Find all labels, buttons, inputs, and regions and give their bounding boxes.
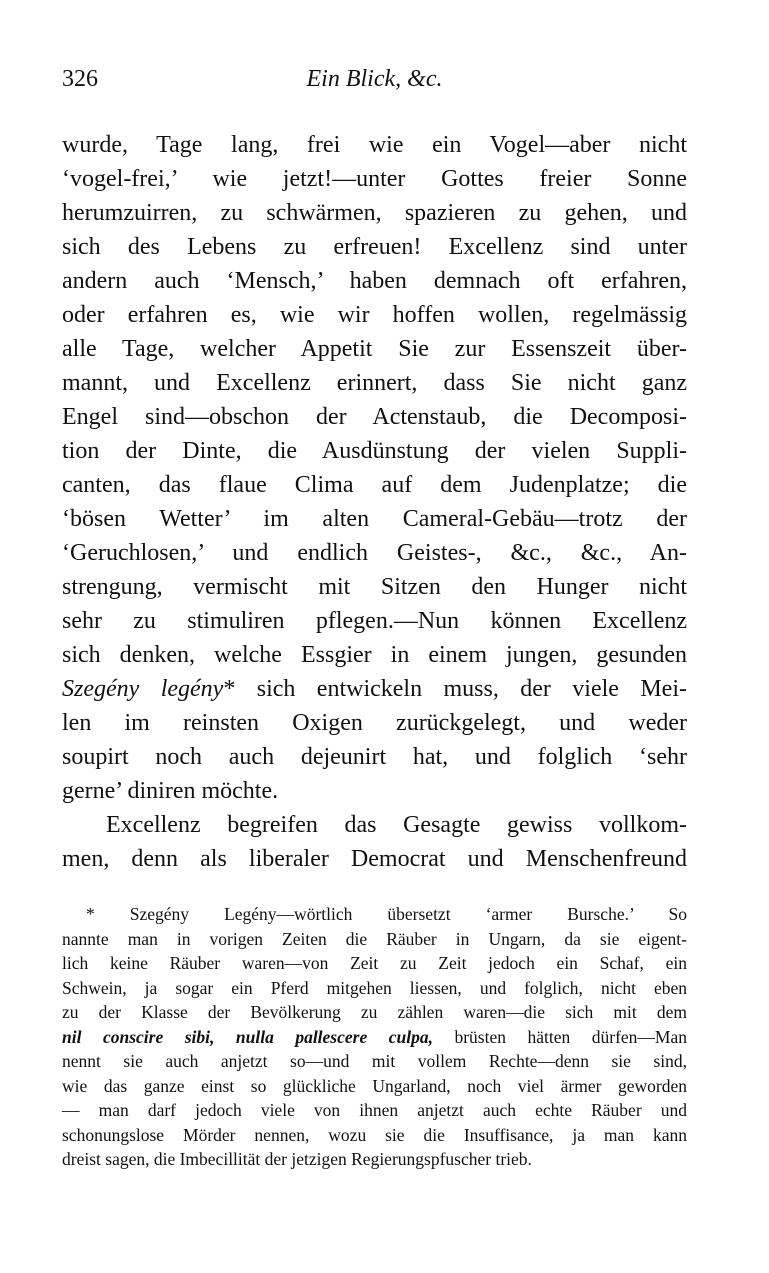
text-line: sich denken, welche Essgier in einem jungen, gesunden: [62, 642, 687, 668]
text-line: herumzuirren, zu schwärmen, spazieren zu gehen, und: [62, 200, 687, 226]
text-line: wurde, Tage lang, frei wie ein Vogel—aber nicht: [62, 132, 687, 158]
text-line: tion der Dinte, die Ausdünstung der vielen Suppli-: [62, 438, 687, 464]
text-line: Engel sind—obschon der Actenstaub, die Decomposi-: [62, 404, 687, 430]
text-line: soupirt noch auch dejeunirt hat, und folglich ‘sehr: [62, 744, 687, 770]
text-line: sich des Lebens zu erfreuen! Excellenz sind unter: [62, 234, 687, 260]
paragraph-first-line: Excellenz begreifen das Gesagte gewiss vollkom-: [106, 812, 687, 838]
text-line: ‘Geruchlosen,’ und endlich Geistes-, &c., &c., An-: [62, 540, 687, 566]
footnote-line: nannte man in vorigen Zeiten die Räuber in Ungarn, da sie eigent-: [62, 928, 687, 949]
page-number: 326: [62, 66, 98, 92]
page-header: [62, 66, 687, 102]
text-line: len im reinsten Oxigen zurückgelegt, und weder: [62, 710, 687, 736]
latin-quote: nil conscire sibi, nulla pallescere culpa,: [62, 1026, 433, 1047]
line-rest: brüsten hätten dürfen—Man: [432, 1026, 687, 1047]
text-line: sehr zu stimuliren pflegen.—Nun können Excellenz: [62, 608, 687, 634]
line-rest: * sich entwickeln muss, der viele Mei-: [223, 676, 687, 702]
text-line: oder erfahren es, wie wir hoffen wollen, regelmässig: [62, 302, 687, 328]
text-line: ‘bösen Wetter’ im alten Cameral-Gebäu—trotz der: [62, 506, 687, 532]
book-page: [62, 66, 687, 1169]
footnote-line: schonungslose Mörder nennen, wozu sie die Insuffisance, ja man kann: [62, 1124, 687, 1145]
footnote: [62, 902, 687, 1172]
text-line: strengung, vermischt mit Sitzen den Hunger nicht: [62, 574, 687, 600]
footnote-line: wie das ganze einst so glückliche Ungarland, noch viel ärmer geworden: [62, 1075, 687, 1096]
footnote-line: — man darf jedoch viele von ihnen anjetzt auch echte Räuber und: [62, 1100, 687, 1120]
text-line: [62, 672, 687, 706]
text-line: mannt, und Excellenz erinnert, dass Sie nicht ganz: [62, 370, 687, 396]
text-line: andern auch ‘Mensch,’ haben demnach oft erfahren,: [62, 268, 687, 294]
footnote-line: dreist sagen, die Imbecillität der jetzigen Regierungspfuscher trieb.: [62, 1149, 532, 1169]
main-text: [62, 128, 687, 876]
text-line: canten, das flaue Clima auf dem Judenplatze; die: [62, 472, 687, 498]
footnote-line: lich keine Räuber waren—von Zeit zu Zeit jedoch ein Schaf, ein: [62, 953, 687, 973]
text-line: alle Tage, welcher Appetit Sie zur Essenszeit über-: [62, 336, 687, 362]
footnote-line: zu der Klasse der Bevölkerung zu zählen waren—die sich mit dem: [62, 1002, 687, 1022]
text-line: gerne’ diniren möchte.: [62, 778, 279, 804]
text-line: men, denn als liberaler Democrat und Menschenfreund: [62, 846, 687, 872]
footnote-line: * Szegény Legény—wörtlich übersetzt ‘armer Bursche.’ So: [86, 904, 687, 924]
italic-phrase: Szegény legény: [62, 676, 224, 702]
running-head: Ein Blick, &c.: [306, 66, 443, 92]
text-line: ‘vogel-frei,’ wie jetzt!—unter Gottes freier Sonne: [62, 166, 687, 192]
footnote-line: nennt sie auch anjetzt so—und mit vollem Rechte—denn sie sind,: [62, 1051, 687, 1071]
footnote-line: [62, 1025, 687, 1050]
footnote-line: Schwein, ja sogar ein Pferd mitgehen liessen, und folglich, nicht eben: [62, 977, 687, 998]
